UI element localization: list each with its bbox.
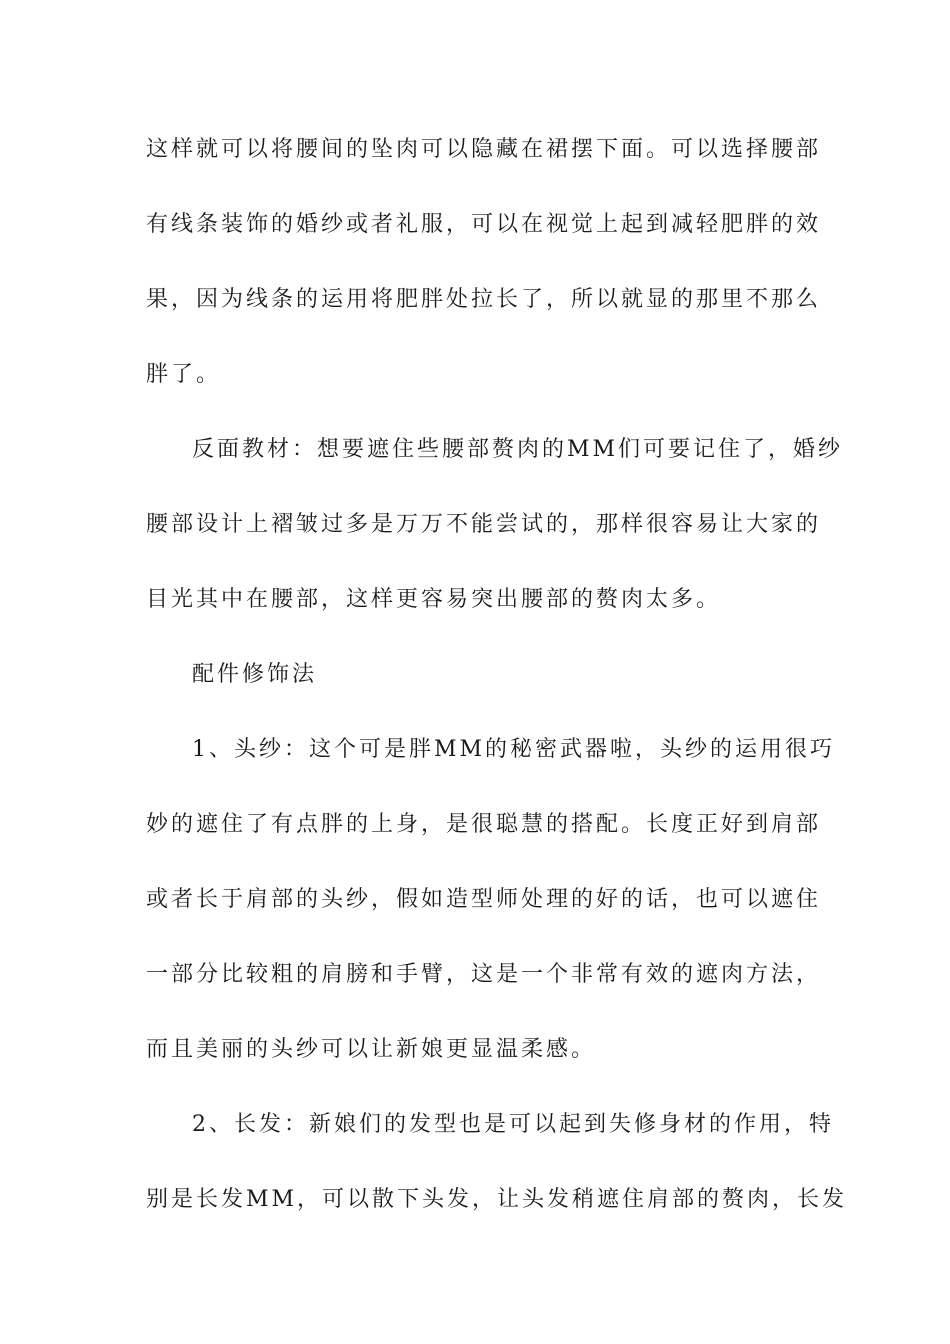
text-line-14: 2、长发：新娘们的发型也是可以起到失修身材的作用，特 (192, 1112, 834, 1137)
text-line-13: 而且美丽的头纱可以让新娘更显温柔感。 (146, 1037, 597, 1062)
text-line-3: 果，因为线条的运用将肥胖处拉长了，所以就显的那里不那么 (146, 287, 822, 312)
text-line-9: 1、头纱：这个可是胖MM的秘密武器啦，头纱的运用很巧 (192, 737, 836, 762)
text-line-4: 胖了。 (146, 362, 222, 387)
text-line-11: 或者长于肩部的头纱，假如造型师处理的好的话，也可以遮住 (146, 887, 822, 912)
text-line-15: 别是长发MM，可以散下头发，让头发稍遮住肩部的赘肉，长发 (146, 1187, 848, 1212)
text-line-10: 妙的遮住了有点胖的上身，是很聪慧的搭配。长度正好到肩部 (146, 812, 822, 837)
text-line-5: 反面教材：想要遮住些腰部赘肉的MM们可要记住了，婚纱 (192, 437, 844, 462)
section-heading: 配件修饰法 (192, 662, 318, 687)
text-line-6: 腰部设计上褶皱过多是万万不能尝试的，那样很容易让大家的 (146, 512, 822, 537)
text-line-12: 一部分比较粗的肩膀和手臂，这是一个非常有效的遮肉方法， (146, 962, 822, 987)
text-line-7: 目光其中在腰部，这样更容易突出腰部的赘肉太多。 (146, 587, 722, 612)
text-line-2: 有线条装饰的婚纱或者礼服，可以在视觉上起到减轻肥胖的效 (146, 212, 822, 237)
text-line-1: 这样就可以将腰间的坠肉可以隐藏在裙摆下面。可以选择腰部 (146, 137, 822, 162)
